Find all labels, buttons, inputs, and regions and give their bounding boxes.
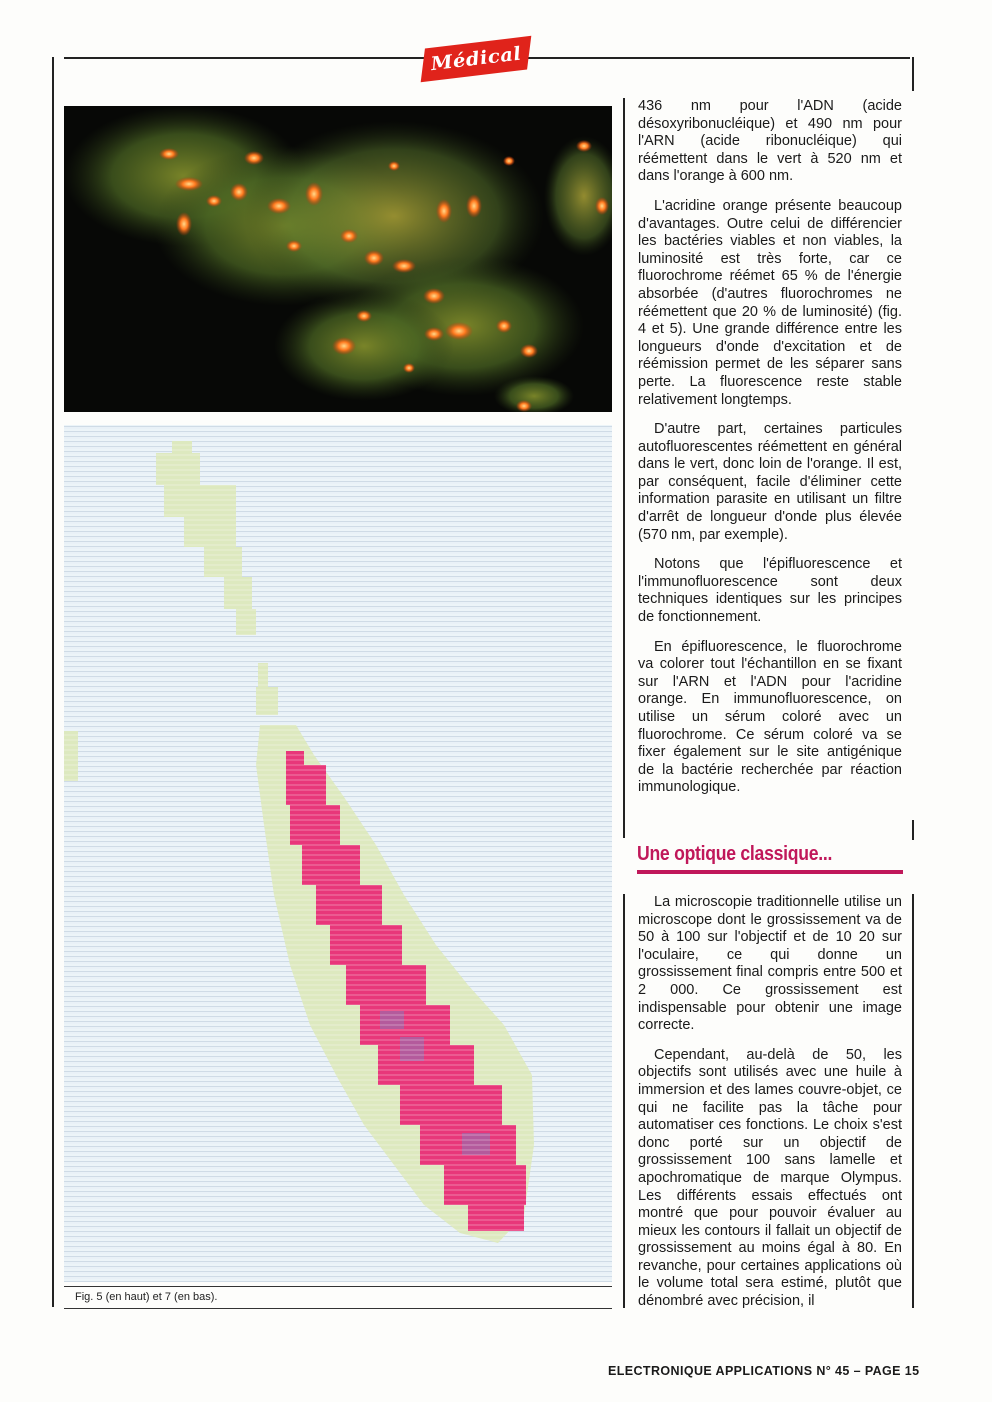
right-border-rule bbox=[912, 57, 914, 91]
pixel-fragment bbox=[184, 517, 236, 547]
caption-rule-top bbox=[64, 1286, 612, 1287]
right-border-rule-mid bbox=[912, 820, 914, 840]
left-border-rule bbox=[52, 57, 54, 1307]
page-footer: ELECTRONIQUE APPLICATIONS N° 45 – PAGE 15 bbox=[608, 1364, 920, 1378]
article-column-upper bbox=[638, 98, 902, 809]
paragraph-6: La microscopie traditionnelle utilise un microscope dont le grossissement va de 50 à 100 sur l'objectif et de 10 20 sur l'oculaire, ce qui donne un grossissement final compris entre 500 et 2 000. Ce grossissement est indispensable pour obtenir une image correcte. bbox=[638, 894, 902, 1034]
pixel-fragment bbox=[236, 609, 256, 635]
bacterium-core bbox=[286, 751, 304, 765]
column-divider-rule-lower bbox=[623, 894, 625, 1308]
micrograph-image bbox=[64, 106, 612, 412]
paragraph-3: D'autre part, certaines particules autofluorescentes réémettent en général dans le vert, donc loin de l'orange. Il est, par conséquent, facile d'éliminer cette information parasite en utilisant un filtre d'arrêt de longueur d'onde plus élevée (570 nm, par exemple). bbox=[638, 421, 902, 543]
pixel-fragment bbox=[64, 731, 78, 781]
dense-region bbox=[400, 1037, 424, 1061]
figure-caption: Fig. 5 (en haut) et 7 (en bas). bbox=[75, 1291, 218, 1303]
section-badge bbox=[421, 36, 532, 82]
pixel-fragment bbox=[172, 441, 192, 453]
pixel-map-image bbox=[64, 425, 612, 1282]
paragraph-5: En épifluorescence, le fluorochrome va colorer tout l'échantillon en se fixant sur l'ARN et l'ADN pour l'acridine orange. En immunofluorescence, on utilise un sérum coloré avec un fluorochrome. Ce sérum coloré va se fixer également sur le site antigénique de la bactérie recherchée par réaction immunologique. bbox=[638, 638, 902, 796]
pixel-fragment bbox=[204, 547, 242, 577]
pixel-fragment bbox=[256, 687, 278, 715]
section-heading: Une optique classique... bbox=[637, 843, 833, 865]
caption-rule-bottom bbox=[64, 1308, 612, 1309]
paragraph-7: Cependant, au-delà de 50, les objectifs sont utilisés avec une huile à immersion et des lames couvre-objet, ce qui ne facilite pas la tâche pour automatiser ces fonctions. Le choix s'est donc porté sur un objectif de grossissement 100 sans lamelle et apochromatique de marque Olympus. Les différents essais effectués ont montré que pour pouvoir évaluer au mieux les contours il fallait un objectif de grossissement au moins égal à 80. En revanche, pour certaines applications où le volume total sera estimé, plutôt que dénombré avec précision, il bbox=[638, 1046, 902, 1310]
pixel-map-figure bbox=[64, 425, 612, 1282]
section-badge-label: Médical bbox=[429, 43, 523, 75]
paragraph-4: Notons que l'épifluorescence et l'immunofluorescence sont deux techniques identiques sur les principes de fonctionnement. bbox=[638, 556, 902, 626]
dense-region bbox=[462, 1133, 490, 1155]
paragraph-1: 436 nm pour l'ADN (acide désoxyribonucléique) et 490 nm pour l'ARN (acide ribonucléique) qui réémettent dans le vert à 520 nm et dans l'orange à 600 nm. bbox=[638, 98, 902, 185]
fluorescence-micrograph bbox=[64, 106, 612, 412]
column-divider-rule bbox=[623, 98, 625, 838]
article-column-lower bbox=[638, 894, 902, 1323]
paragraph-2: L'acridine orange présente beaucoup d'avantages. Outre celui de différencier les bactéries viables et non viables, la luminosité est très forte, car ce fluorochrome réémet 65 % de l'énergie absorbée (d'autres fluorochromes ne réémettent que 20 % de luminosité) (fig. 4 et 5). Une grande différence entre les longueurs d'onde d'excitation et de réémission permet de les séparer sans perte. La fluorescence reste stable relativement longtemps. bbox=[638, 197, 902, 408]
section-heading-rule bbox=[637, 870, 903, 874]
pixel-fragment bbox=[224, 577, 252, 609]
bacterium-core bbox=[468, 1205, 524, 1231]
right-border-rule-lower bbox=[912, 894, 914, 1308]
